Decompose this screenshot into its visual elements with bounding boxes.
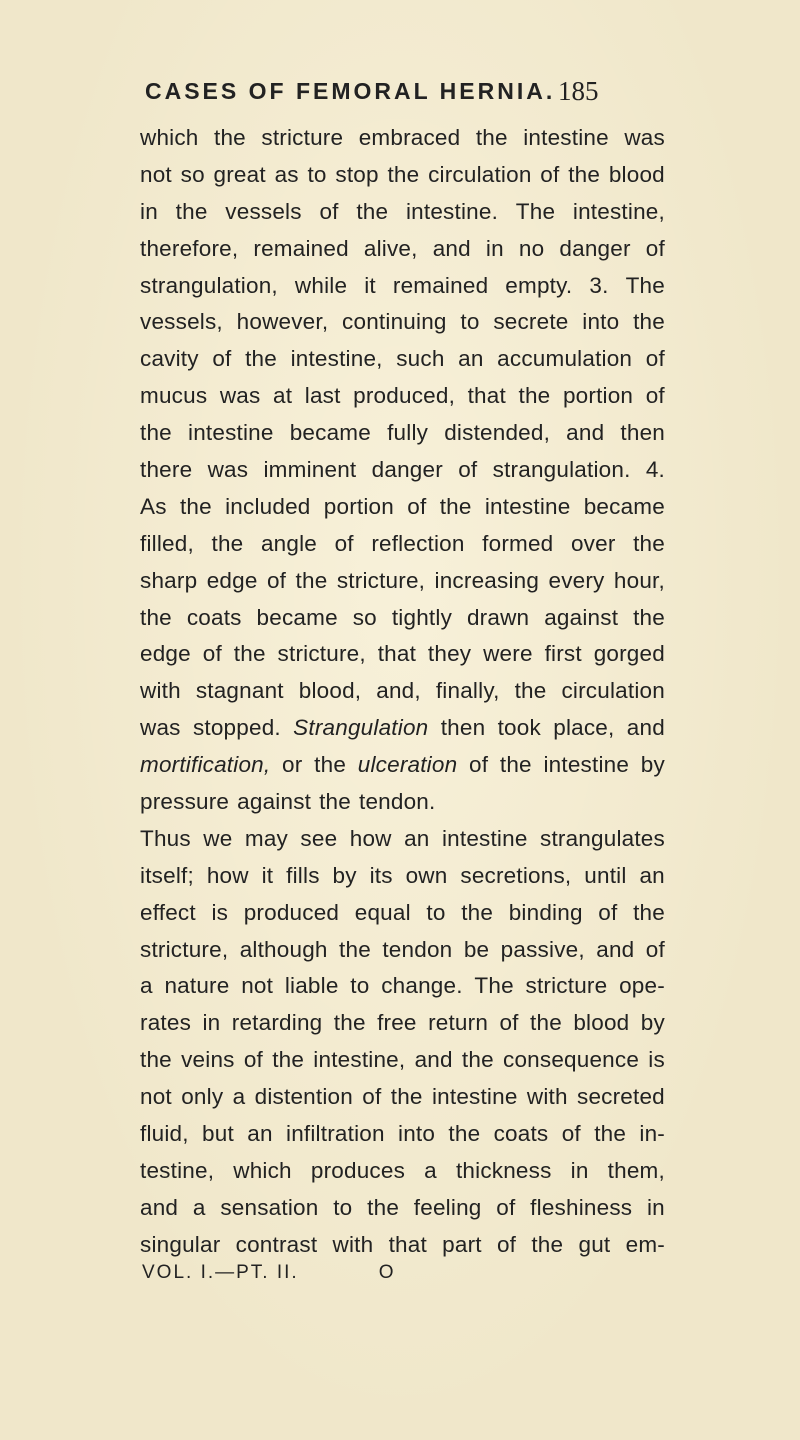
word: of <box>362 1084 382 1110</box>
word: there <box>140 457 193 483</box>
word: The <box>474 973 514 999</box>
word: of <box>266 567 287 593</box>
word: coats <box>186 604 242 630</box>
word: the <box>175 198 208 224</box>
text-line <box>140 199 665 236</box>
word: intestine, <box>290 346 383 372</box>
word: the <box>295 567 328 593</box>
word: produces <box>310 1157 406 1183</box>
text-line <box>140 826 665 863</box>
text-line <box>140 162 665 199</box>
word: the <box>461 899 494 925</box>
text-line <box>140 937 665 974</box>
text-line <box>140 531 665 568</box>
word: into <box>398 1121 436 1147</box>
word: became <box>289 420 371 446</box>
word: the <box>211 530 244 556</box>
text-line <box>140 605 665 642</box>
word: that <box>388 1231 427 1257</box>
word: of <box>469 752 489 778</box>
word: how <box>206 862 249 888</box>
word: stop <box>335 161 379 187</box>
word: stricture, <box>336 567 426 593</box>
word: drawn <box>466 604 530 630</box>
word: reflection <box>371 530 465 556</box>
page-header <box>0 72 800 112</box>
word: itself; <box>140 862 194 888</box>
signature-mark: O <box>378 1262 396 1283</box>
word: the <box>594 1121 627 1147</box>
word: so <box>180 161 205 187</box>
word: then <box>620 420 665 446</box>
word: in <box>485 235 504 261</box>
word: was <box>140 715 181 741</box>
word: which <box>233 1157 292 1183</box>
text-line <box>140 900 665 937</box>
text-line <box>140 752 665 789</box>
word: fully <box>387 420 429 446</box>
word: mucus <box>140 383 208 409</box>
word: the <box>333 1010 366 1036</box>
word: is <box>211 899 229 925</box>
word: and <box>140 1194 179 1220</box>
word: effect <box>140 899 196 925</box>
text-line <box>140 641 665 678</box>
word: liable <box>284 973 339 999</box>
word: it <box>364 272 376 298</box>
word: 3. <box>589 272 609 298</box>
word: produced <box>243 899 340 925</box>
word: the <box>461 1047 494 1073</box>
word: produced, <box>353 383 456 409</box>
text-line <box>140 457 665 494</box>
word: sharp <box>140 567 198 593</box>
word: Thus <box>140 825 191 851</box>
word: may <box>244 825 288 851</box>
word: the <box>633 530 665 556</box>
word: the <box>633 604 665 630</box>
word: portion <box>562 383 634 409</box>
word: blood <box>573 1010 630 1036</box>
word: tendon. <box>359 789 436 815</box>
word: last <box>304 383 341 409</box>
word: of <box>645 936 665 962</box>
word: the <box>514 678 547 704</box>
word: vessels <box>225 198 302 224</box>
word: be <box>463 936 490 962</box>
word: the <box>633 309 665 335</box>
word: the <box>448 1121 481 1147</box>
word: to <box>460 309 480 335</box>
word: they <box>427 641 472 667</box>
word: with <box>526 1084 568 1110</box>
word: the <box>530 1010 562 1036</box>
word: secrete <box>493 309 569 335</box>
word: thickness <box>455 1157 552 1183</box>
word: of <box>540 161 560 187</box>
word: see <box>300 825 338 851</box>
word: of <box>598 899 618 925</box>
word: the <box>233 641 266 667</box>
word: fluid, <box>140 1121 189 1147</box>
word: intestine <box>543 752 630 778</box>
word: we <box>203 825 233 851</box>
page-footer <box>142 1262 395 1284</box>
word: ope- <box>619 973 665 999</box>
word: coats <box>493 1121 549 1147</box>
word: was <box>624 125 665 150</box>
word: first <box>544 641 582 667</box>
text-line <box>140 125 665 162</box>
word: that <box>377 641 417 667</box>
word: and <box>566 420 605 446</box>
word: by <box>640 752 665 778</box>
word: not <box>140 161 172 187</box>
word: sensation <box>220 1194 319 1220</box>
word: accumulation <box>497 346 633 372</box>
word: such <box>396 346 445 372</box>
body-text <box>140 125 665 1269</box>
word: however, <box>236 309 329 335</box>
word: binding <box>508 899 583 925</box>
word: of <box>645 235 665 261</box>
word: the <box>518 383 551 409</box>
word: not <box>241 973 274 999</box>
word: and, <box>376 678 421 704</box>
word: intestine, <box>572 198 665 224</box>
text-line <box>140 273 665 310</box>
word: gut <box>578 1231 611 1257</box>
word: and <box>596 936 635 962</box>
word: the <box>272 1047 305 1073</box>
word: passive, <box>500 936 585 962</box>
word: tendon <box>382 936 453 962</box>
word: of <box>561 1121 581 1147</box>
word: increasing <box>434 567 540 593</box>
word: by <box>640 1010 665 1036</box>
word: intestine <box>441 825 528 851</box>
text-line <box>140 236 665 273</box>
word: edge <box>206 567 258 593</box>
text-line <box>140 1047 665 1084</box>
page-number: 185 <box>558 76 599 106</box>
word: vessels, <box>140 309 223 335</box>
word: fills <box>286 862 320 888</box>
word: by <box>332 862 357 888</box>
text-line <box>140 715 665 752</box>
word: of <box>319 198 339 224</box>
word: intestine <box>188 420 274 446</box>
word: with <box>140 678 181 704</box>
word: became <box>583 493 665 519</box>
word: its <box>369 862 393 888</box>
word: of <box>496 1194 516 1220</box>
word: with <box>332 1231 374 1257</box>
word: the <box>367 1194 400 1220</box>
text-line <box>140 678 665 715</box>
word: of <box>212 346 232 372</box>
word: testine, <box>140 1157 215 1183</box>
word: The <box>625 272 665 298</box>
word: As <box>140 493 167 519</box>
word: circulation <box>428 161 532 187</box>
word: the <box>140 1047 172 1073</box>
text-line <box>140 863 665 900</box>
word: was <box>219 383 261 409</box>
word: although <box>239 936 328 962</box>
word: the <box>531 1231 564 1257</box>
running-head: CASES OF FEMORAL HERNIA. <box>145 78 556 104</box>
word: and <box>432 235 471 261</box>
word: stricture <box>261 125 344 150</box>
word: consequence <box>503 1047 640 1073</box>
text-line <box>140 309 665 346</box>
word: a <box>232 1084 246 1110</box>
word: the <box>633 899 665 925</box>
word: strangulation, <box>140 272 278 298</box>
word: secreted <box>577 1084 665 1110</box>
signature-volume: VOL. I.—PT. II. <box>142 1262 299 1283</box>
text-line <box>140 1084 665 1121</box>
word: The <box>515 198 556 224</box>
word: an <box>639 862 665 888</box>
word: 4. <box>645 457 665 483</box>
word: to <box>307 161 327 187</box>
word: the <box>387 161 420 187</box>
text-line <box>140 383 665 420</box>
word: stricture, <box>140 936 229 962</box>
word: a <box>424 1157 437 1183</box>
word: of <box>458 457 478 483</box>
word: change. <box>381 973 463 999</box>
word: empty. <box>505 272 573 298</box>
word: portion <box>323 493 394 519</box>
word: stopped. <box>192 715 281 741</box>
word: it <box>261 862 274 888</box>
word: equal <box>354 899 411 925</box>
word: the <box>214 125 246 150</box>
word: danger <box>371 457 443 483</box>
word: great <box>213 161 266 187</box>
word: return <box>428 1010 489 1036</box>
word: the <box>245 346 277 372</box>
word: the <box>339 936 371 962</box>
word: became <box>256 604 338 630</box>
word: embraced <box>358 125 461 150</box>
word: the <box>475 125 508 150</box>
word: place, <box>553 715 615 741</box>
word: Strangulation <box>293 715 429 741</box>
word: distention <box>254 1084 353 1110</box>
word: of <box>334 530 354 556</box>
word: only <box>181 1084 224 1110</box>
word: singular <box>140 1231 221 1257</box>
word: cavity <box>140 346 199 372</box>
word: continuing <box>342 309 447 335</box>
word: intestine <box>523 125 609 150</box>
word: pressure <box>140 789 230 815</box>
word: of <box>645 383 665 409</box>
word: of <box>496 1231 517 1257</box>
word: contrast <box>235 1231 318 1257</box>
word: the <box>179 493 212 519</box>
word: blood <box>608 161 665 187</box>
word: stricture, <box>277 641 366 667</box>
word: of <box>243 1047 263 1073</box>
word: retarding <box>231 1010 323 1036</box>
word: the <box>319 789 351 815</box>
word: stagnant <box>195 678 284 704</box>
word: the <box>439 493 472 519</box>
text-line <box>140 1158 665 1195</box>
word: were <box>483 641 533 667</box>
word: strangulates <box>540 825 665 851</box>
word: intestine <box>431 1084 518 1110</box>
word: the <box>356 198 389 224</box>
word: an <box>458 346 484 372</box>
word: is <box>648 1047 665 1073</box>
word: imminent <box>263 457 357 483</box>
word: danger <box>559 235 631 261</box>
word: while <box>294 272 348 298</box>
word: strangulation. <box>492 457 631 483</box>
word: an <box>404 825 430 851</box>
word: stricture <box>525 973 608 999</box>
word: nature <box>164 973 230 999</box>
word: was <box>207 457 249 483</box>
word: no <box>518 235 545 261</box>
word: in <box>140 198 158 224</box>
text-line <box>140 1121 665 1158</box>
word: an <box>247 1121 273 1147</box>
text-line <box>140 789 665 826</box>
word: part <box>442 1231 482 1257</box>
word: ulceration <box>357 752 458 778</box>
word: to <box>426 899 446 925</box>
word: intestine. <box>405 198 499 224</box>
word: remained <box>392 272 489 298</box>
word: hour, <box>613 567 665 593</box>
word: the <box>140 604 172 630</box>
word: angle <box>260 530 318 556</box>
word: feeling <box>413 1194 482 1220</box>
word: rates <box>140 1010 192 1036</box>
word: remained <box>253 235 349 261</box>
word: a <box>192 1194 206 1220</box>
word: em- <box>625 1231 665 1257</box>
text-line <box>140 568 665 605</box>
word: of <box>499 1010 519 1036</box>
word: as <box>274 161 299 187</box>
word: to <box>333 1194 353 1220</box>
word: to <box>350 973 370 999</box>
word: veins <box>181 1047 235 1073</box>
text-line <box>140 973 665 1010</box>
word: the <box>568 161 601 187</box>
word: in <box>202 1010 221 1036</box>
word: and <box>626 715 665 741</box>
word: free <box>377 1010 417 1036</box>
word: circulation <box>561 678 665 704</box>
word: alive, <box>363 235 418 261</box>
word: then <box>440 715 486 741</box>
text-line <box>140 1010 665 1047</box>
word: how <box>349 825 392 851</box>
word: or <box>282 752 303 778</box>
text-line <box>140 494 665 531</box>
word: but <box>202 1121 234 1147</box>
word: until <box>584 862 627 888</box>
word: formed <box>482 530 554 556</box>
word: included <box>225 493 311 519</box>
word: them, <box>607 1157 665 1183</box>
word: of <box>645 346 665 372</box>
word: took <box>497 715 541 741</box>
word: against <box>544 604 619 630</box>
word: fleshiness <box>530 1194 633 1220</box>
word: therefore, <box>140 235 239 261</box>
word: distended, <box>444 420 551 446</box>
word: finally, <box>435 678 500 704</box>
word: over <box>570 530 616 556</box>
word: against <box>237 789 312 815</box>
word: infiltration <box>286 1121 385 1147</box>
word: gorged <box>593 641 665 667</box>
word: the <box>140 420 172 446</box>
word: secretions, <box>460 862 572 888</box>
word: the <box>499 752 532 778</box>
word: which <box>140 125 199 150</box>
word: in <box>646 1194 665 1220</box>
word: of <box>407 493 427 519</box>
word: not <box>140 1084 172 1110</box>
word: so <box>352 604 377 630</box>
word: intestine <box>484 493 571 519</box>
word: intestine, <box>313 1047 406 1073</box>
word: a <box>140 973 153 999</box>
word: tightly <box>391 604 453 630</box>
text-line <box>140 346 665 383</box>
word: every <box>548 567 605 593</box>
word: blood, <box>298 678 362 704</box>
word: that <box>467 383 506 409</box>
text-line <box>140 1195 665 1232</box>
word: the <box>314 752 347 778</box>
word: at <box>273 383 293 409</box>
word: edge <box>140 641 191 667</box>
word: own <box>405 862 448 888</box>
word: of <box>202 641 222 667</box>
word: in <box>570 1157 589 1183</box>
word: mortification, <box>140 752 271 778</box>
word: and <box>414 1047 453 1073</box>
word: the <box>390 1084 423 1110</box>
word: into <box>582 309 620 335</box>
text-line <box>140 420 665 457</box>
word: filled, <box>140 530 194 556</box>
word: in- <box>639 1121 665 1147</box>
